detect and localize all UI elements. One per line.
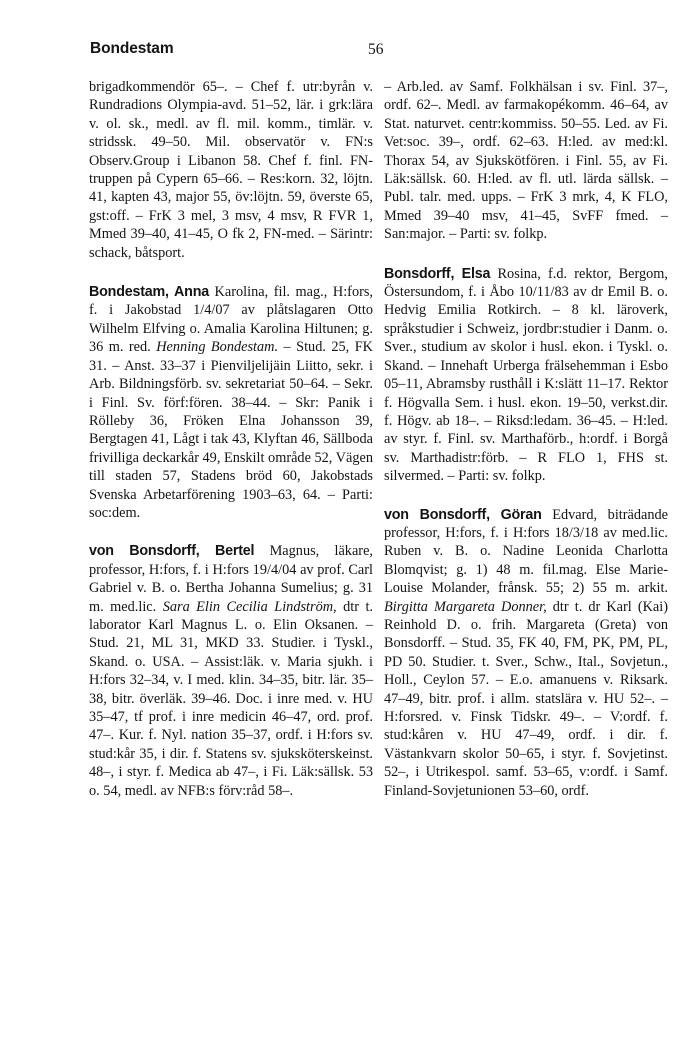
entry-text: Rosina, f.d. rektor, Bergom, Östersundom, f. i Åbo 10/11/83 av dr Emil B. o. Hedvig Emilia Rotkirch. – 8 kl. läroverk, språkstudier i Schweiz, jordbr:studier i Danm. o. Sver., studium av skolor i husl. ekon. i Tyskl. o. Skand. – Innehaft Urberga frälsehemman i Esbo 05–11, Abramsby rusthåll i K:slätt 11–17. Rektor f. Högvalla Sem. i husl. ekon. 19–50, verkst.dir. f. Högv. ab 18–. – Riksd:ledam. 36–45. – H:led. av styr. f. Finl. sv. Marthaförb., h:ordf. i Borgå sv. Marthadistr:förb. – R FLO 1, FHS st. silvermed. – Parti: sv. folkp. bbox=[384, 265, 668, 485]
entry-text: Magnus, läkare, professor, H:fors, f. i H:fors 19/4/04 av prof. Carl Gabriel v. B. o. Bertha Johanna Sumelius; g. 31 m. med.lic. bbox=[89, 543, 373, 615]
entry-text: dtr t. laborator Karl Magnus L. o. Elin Oksanen. – Stud. 21, ML 31, MKD 33. Studier. i Tyskl., Skand. o. USA. – Assist:läk. v. Maria sjukh. i H:fors 32–34, v. I med. klin. 34–35, bitr. lär. 35–38, bitr. överläk. 39–46. Doc. i inre med. v. HU 35–47, tf prof. i inre medicin 46–47, ord. prof. 47–. Kur. f. Nyl. nation 35–37, ordf. i H:fors sv. stud:kår 35, i dir. f. Statens sv. sjuksköterskeinst. 48–, i styr. f. Medica ab 47–, i Fi. Läk:sällsk. 53 o. 54, medl. av NFB:s förv:råd 58–. bbox=[89, 598, 374, 799]
spouse-name: Birgitta Margareta Donner, bbox=[384, 598, 547, 615]
entry-text: Karolina, fil. mag., H:fors, f. i Jakobstad 1/4/07 av plåtslagaren Otto Wilhelm Elfving o. Amalia Karolina Hiltunen; g. 36 m. red. bbox=[89, 284, 373, 356]
entry-text: – Stud. 25, FK 31. – Anst. 33–37 i Pienviljelijäin Liitto, sekr. i Arb. Bildningsförb. sv. sekretariat 50–64. – Sekr. i Finl. Sv. förf:fören. 38–44. – Skr: Panik i Rölleby 36, Fröken Elna Johansson 39, Bergtagen 41, Lågt i tak 43, Klyftan 46, Sällboda frivilliga deckarkår 49, Enskilt område 52, Vägen till staden 57, Stadens bröd 60, Jakobstads Svenska Arbetarförening 1903–63, 64. – Parti: soc:dem. bbox=[89, 339, 374, 521]
entry-name: Bonsdorff, Elsa bbox=[384, 265, 491, 282]
entry-name: Bondestam, Anna bbox=[89, 284, 209, 301]
biographical-entry bbox=[384, 265, 668, 486]
spouse-name: Sara Elin Cecilia Lindström, bbox=[162, 598, 337, 615]
entry-text: brigadkommendör 65–. – Chef f. utr:byrån v. Rundradions Olympia-avd. 51–52, lär. i grk:lära v. ol. sk., medl. av fl. mil. komm., timlär. v. stridssk. 49–50. Mil. observatör v. FN:s Observ.Group i Libanon 58. Chef f. finl. FN-truppen på Cypern 65–66. – Res:korn. 32, löjtn. 41, kapten 43, major 55, öv:löjtn. 59, överste 65, gst:off. – FrK 3 mel, 3 msv, 4 msv, R FVR 1, Mmed 39–40, 41–45, O fk 2, FN-med. – Särintr: schack, båtsport. bbox=[89, 79, 373, 261]
continued-entry bbox=[384, 78, 668, 244]
entry-text: dtr t. dr Karl (Kai) Reinhold D. o. frih. Margareta (Greta) von Bonsdorff. – Stud. 35, FK 40, FM, PK, PM, PL, PD 50. Studier. t. Sver., Schw., Ital., Sovjetun., Holl., Ceylon 57. – E.o. amanuens v. Riksark. 47–49, bitr. prof. i allm. statslära v. HU 52–. – H:forsred. v. Finsk Tidskr. 49–. – V:ordf. f. stud:kåren v. HU 47–49, ordf. i dir. f. Västankvarn skolor 50–65, i styr. f. Sovjetinst. 52–, i Utrikespol. samf. 53–65, v:ordf. i Samf. Finland-Sovjetunionen 53–60, ordf. bbox=[384, 598, 669, 799]
right-column bbox=[384, 78, 668, 820]
biographical-entry bbox=[89, 283, 373, 522]
page-number: 56 bbox=[368, 41, 384, 58]
entry-text: – Arb.led. av Samf. Folkhälsan i sv. Finl. 37–, ordf. 62–. Medl. av farmakopékomm. 46–64, av Stat. naturvet. centr:kommiss. 50–55. Led. av Fi. Vet:soc. 39–, ordf. 62–63. H:led. av med:kl. Thorax 54, av Sjukskötfören. i Finl. 55, av Fi. Läk:sällsk. 60. H:led. av fl. utl. lärda sällsk. – Publ. talr. med. upps. – FrK 3 mrk, 4, K FLO, Mmed 39–40 msv, 41–45, SvFF fmed. – San:major. – Parti: sv. folkp. bbox=[384, 79, 668, 243]
entry-text: Edvard, biträdande professor, H:fors, f. i H:fors 18/3/18 av med.lic. Ruben v. B. o. Nadine Leonida Charlotta Blomqvist; g. 1) 48 m. fil.mag. Else Marie-Louise Molander, frånsk. 55; 2) 55 m. arkit. bbox=[384, 506, 669, 597]
running-head bbox=[0, 40, 680, 64]
entry-name: von Bonsdorff, Bertel bbox=[89, 543, 255, 560]
continued-entry bbox=[89, 78, 373, 262]
biographical-entry bbox=[384, 506, 668, 801]
running-headword: Bondestam bbox=[90, 40, 174, 57]
left-column bbox=[89, 78, 373, 820]
entry-name: von Bonsdorff, Göran bbox=[384, 506, 542, 523]
biographical-entry bbox=[89, 542, 373, 800]
spouse-name: Henning Bondestam. bbox=[156, 339, 279, 356]
